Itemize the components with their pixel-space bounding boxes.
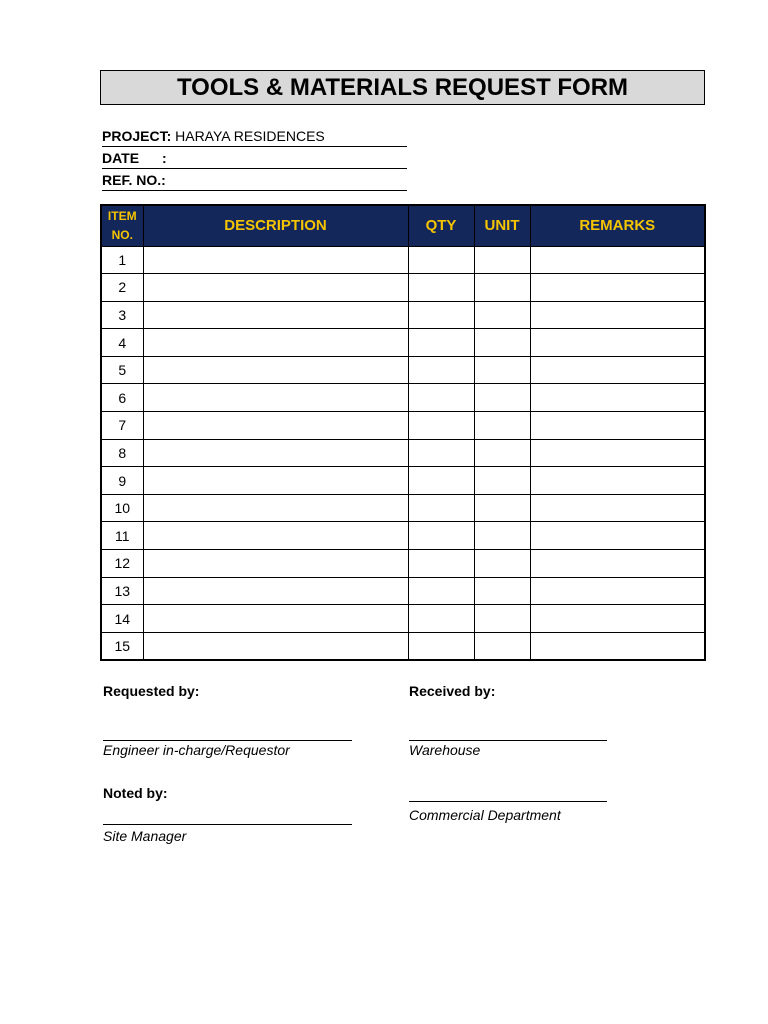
header-no-label: NO. <box>111 227 133 242</box>
description-cell[interactable] <box>143 550 408 578</box>
qty-cell[interactable] <box>408 356 474 384</box>
qty-cell[interactable] <box>408 301 474 329</box>
unit-cell[interactable] <box>474 412 530 440</box>
project-line <box>102 127 407 147</box>
remarks-cell[interactable] <box>530 412 705 440</box>
item-no-cell: 8 <box>101 439 143 467</box>
description-cell[interactable] <box>143 439 408 467</box>
unit-cell[interactable] <box>474 439 530 467</box>
requested-by-label: Requested by: <box>103 683 200 699</box>
received-by-role: Warehouse <box>409 742 481 758</box>
description-cell[interactable] <box>143 274 408 302</box>
qty-cell[interactable] <box>408 577 474 605</box>
item-no-cell: 12 <box>101 550 143 578</box>
description-cell[interactable] <box>143 301 408 329</box>
unit-cell[interactable] <box>474 301 530 329</box>
unit-cell[interactable] <box>474 577 530 605</box>
item-no-cell: 2 <box>101 274 143 302</box>
description-cell[interactable] <box>143 329 408 357</box>
qty-cell[interactable] <box>408 494 474 522</box>
qty-cell[interactable] <box>408 605 474 633</box>
remarks-cell[interactable] <box>530 356 705 384</box>
table-row <box>101 522 705 550</box>
remarks-cell[interactable] <box>530 384 705 412</box>
unit-cell[interactable] <box>474 329 530 357</box>
item-no-cell: 10 <box>101 494 143 522</box>
description-cell[interactable] <box>143 605 408 633</box>
header-description: DESCRIPTION <box>143 205 408 246</box>
description-cell[interactable] <box>143 246 408 274</box>
unit-cell[interactable] <box>474 274 530 302</box>
description-cell[interactable] <box>143 632 408 660</box>
remarks-cell[interactable] <box>530 467 705 495</box>
noted-by-label: Noted by: <box>103 785 168 801</box>
unit-cell[interactable] <box>474 356 530 384</box>
unit-cell[interactable] <box>474 522 530 550</box>
item-no-cell: 7 <box>101 412 143 440</box>
table-row <box>101 246 705 274</box>
qty-cell[interactable] <box>408 467 474 495</box>
qty-cell[interactable] <box>408 274 474 302</box>
table-row <box>101 605 705 633</box>
qty-cell[interactable] <box>408 550 474 578</box>
requested-by-role: Engineer in-charge/Requestor <box>103 742 290 758</box>
table-row <box>101 274 705 302</box>
qty-cell[interactable] <box>408 632 474 660</box>
table-row <box>101 632 705 660</box>
header-qty: QTY <box>408 205 474 246</box>
table-row <box>101 301 705 329</box>
qty-cell[interactable] <box>408 412 474 440</box>
table-row <box>101 577 705 605</box>
project-label: PROJECT: <box>102 128 172 144</box>
remarks-cell[interactable] <box>530 439 705 467</box>
item-no-cell: 9 <box>101 467 143 495</box>
remarks-cell[interactable] <box>530 494 705 522</box>
table-row <box>101 439 705 467</box>
qty-cell[interactable] <box>408 439 474 467</box>
table-row <box>101 467 705 495</box>
date-colon: : <box>162 150 167 166</box>
qty-cell[interactable] <box>408 246 474 274</box>
description-cell[interactable] <box>143 577 408 605</box>
date-label: DATE <box>102 150 140 166</box>
description-cell[interactable] <box>143 384 408 412</box>
commercial-role: Commercial Department <box>409 807 561 823</box>
unit-cell[interactable] <box>474 384 530 412</box>
header-item-no <box>101 205 143 246</box>
ref-no-line[interactable] <box>102 171 407 191</box>
item-no-cell: 13 <box>101 577 143 605</box>
remarks-cell[interactable] <box>530 550 705 578</box>
description-cell[interactable] <box>143 494 408 522</box>
description-cell[interactable] <box>143 522 408 550</box>
item-no-cell: 5 <box>101 356 143 384</box>
item-no-cell: 4 <box>101 329 143 357</box>
table-row <box>101 356 705 384</box>
qty-cell[interactable] <box>408 522 474 550</box>
unit-cell[interactable] <box>474 467 530 495</box>
item-no-cell: 14 <box>101 605 143 633</box>
commercial-signature-line[interactable] <box>409 801 607 802</box>
remarks-cell[interactable] <box>530 246 705 274</box>
description-cell[interactable] <box>143 467 408 495</box>
table-row <box>101 412 705 440</box>
header-remarks: REMARKS <box>530 205 705 246</box>
unit-cell[interactable] <box>474 246 530 274</box>
table-row <box>101 550 705 578</box>
remarks-cell[interactable] <box>530 329 705 357</box>
qty-cell[interactable] <box>408 384 474 412</box>
remarks-cell[interactable] <box>530 577 705 605</box>
form-title: TOOLS & MATERIALS REQUEST FORM <box>100 70 705 105</box>
header-unit: UNIT <box>474 205 530 246</box>
item-no-cell: 15 <box>101 632 143 660</box>
noted-by-signature-line[interactable] <box>103 824 352 825</box>
table-row <box>101 384 705 412</box>
item-no-cell: 6 <box>101 384 143 412</box>
item-no-cell: 3 <box>101 301 143 329</box>
table-row <box>101 494 705 522</box>
unit-cell[interactable] <box>474 550 530 578</box>
remarks-cell[interactable] <box>530 632 705 660</box>
item-no-cell: 11 <box>101 522 143 550</box>
qty-cell[interactable] <box>408 329 474 357</box>
remarks-cell[interactable] <box>530 605 705 633</box>
project-value: HARAYA RESIDENCES <box>175 128 325 144</box>
unit-cell[interactable] <box>474 632 530 660</box>
items-table <box>100 204 706 661</box>
header-item-label: ITEM <box>107 208 137 223</box>
date-line[interactable] <box>102 149 407 169</box>
received-by-label: Received by: <box>409 683 496 699</box>
received-by-signature-line[interactable] <box>409 740 607 741</box>
table-row <box>101 329 705 357</box>
table-header-row <box>101 205 705 246</box>
description-cell[interactable] <box>143 356 408 384</box>
remarks-cell[interactable] <box>530 301 705 329</box>
noted-by-role: Site Manager <box>103 828 187 844</box>
item-no-cell: 1 <box>101 246 143 274</box>
description-cell[interactable] <box>143 412 408 440</box>
unit-cell[interactable] <box>474 494 530 522</box>
remarks-cell[interactable] <box>530 274 705 302</box>
unit-cell[interactable] <box>474 605 530 633</box>
remarks-cell[interactable] <box>530 522 705 550</box>
requested-by-signature-line[interactable] <box>103 740 352 741</box>
ref-no-label: REF. NO.: <box>102 172 166 188</box>
